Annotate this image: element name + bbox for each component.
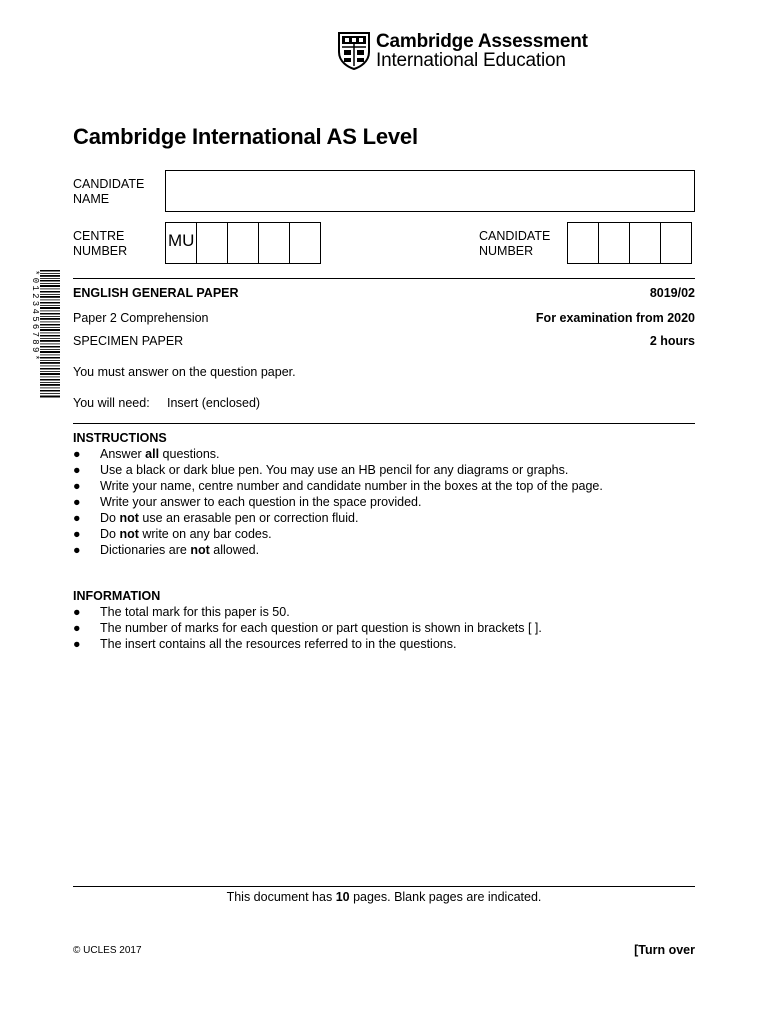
need-row: [73, 396, 695, 410]
information-list: [73, 604, 713, 652]
bullet-icon: ●: [73, 527, 81, 541]
bullet-icon: ●: [73, 447, 81, 461]
component-row: [73, 311, 695, 325]
answer-note: You must answer on the question paper.: [73, 365, 296, 379]
subject-row: [73, 286, 695, 300]
candidate-number-label: [479, 229, 550, 259]
information-section: [73, 588, 713, 652]
information-text: The total mark for this paper is 50.: [100, 605, 290, 619]
centre-number-label: [73, 229, 127, 259]
bullet-icon: ●: [73, 621, 81, 635]
bullet-icon: ●: [73, 605, 81, 619]
bullet-icon: ●: [73, 543, 81, 557]
centre-number-prefix: MU: [165, 222, 197, 264]
instruction-text-pre: Do: [100, 527, 120, 541]
candidate-name-label-line1: CANDIDATE: [73, 177, 145, 191]
instruction-text-bold: not: [190, 543, 210, 557]
instruction-text-bold: not: [119, 527, 139, 541]
candidate-number-boxes: [567, 222, 692, 264]
candidate-number-digit[interactable]: [598, 222, 630, 264]
page-count-post: pages. Blank pages are indicated.: [349, 890, 542, 904]
qualification-title: Cambridge International AS Level: [73, 124, 418, 149]
candidate-number-label-line1: CANDIDATE: [479, 229, 551, 243]
instruction-text-post: write on any bar codes.: [138, 527, 272, 541]
instruction-item: [73, 462, 713, 478]
candidate-number-label-line2: NUMBER: [479, 244, 534, 258]
instruction-text-post: allowed.: [209, 543, 260, 557]
instruction-text-pre: Write your name, centre number and candidate number in the boxes at the top of the page.: [100, 479, 603, 493]
instruction-item: [73, 478, 713, 494]
candidate-number-digit[interactable]: [567, 222, 599, 264]
information-text: The insert contains all the resources referred to in the questions.: [100, 637, 457, 651]
instruction-text-post: questions.: [159, 447, 220, 461]
instruction-item: [73, 526, 713, 542]
instruction-text-pre: Dictionaries are: [100, 543, 191, 557]
instructions-heading: INSTRUCTIONS: [73, 431, 167, 445]
instruction-text-post: use an erasable pen or correction fluid.: [138, 511, 359, 525]
information-text: The number of marks for each question or part question is shown in brackets [ ].: [100, 621, 542, 635]
candidate-name-label-line2: NAME: [73, 192, 110, 206]
barcode-number: *0123456789*: [30, 270, 40, 363]
bullet-icon: ●: [73, 463, 81, 477]
instruction-text-pre: Do: [100, 511, 120, 525]
paper-type: SPECIMEN PAPER: [73, 334, 184, 348]
information-item: [73, 620, 713, 636]
logo-line-2: International Education: [376, 50, 566, 71]
bullet-icon: ●: [73, 495, 81, 509]
centre-number-digit[interactable]: [258, 222, 290, 264]
barcode: [40, 270, 60, 398]
paper-code: 8019/02: [649, 286, 695, 300]
need-value: Insert (enclosed): [167, 396, 261, 410]
centre-number-label-line2: NUMBER: [73, 244, 128, 258]
turn-over: [Turn over: [634, 943, 695, 957]
information-item: [73, 636, 713, 652]
instruction-item: [73, 542, 713, 558]
centre-number-label-line1: CENTRE: [73, 229, 125, 243]
page-count: 10: [335, 890, 350, 904]
information-heading: INFORMATION: [73, 589, 161, 603]
candidate-name-field[interactable]: [165, 170, 695, 212]
instructions-list: [73, 446, 713, 558]
candidate-number-digit[interactable]: [629, 222, 661, 264]
instruction-item: [73, 494, 713, 510]
information-item: [73, 604, 713, 620]
type-row: [73, 334, 695, 348]
page-count-note: [73, 890, 695, 904]
instruction-text-bold: not: [119, 511, 139, 525]
bullet-icon: ●: [73, 511, 81, 525]
divider: [73, 423, 695, 424]
instruction-text-pre: Use a black or dark blue pen. You may use an HB pencil for any diagrams or graphs.: [100, 463, 569, 477]
need-label: You will need:: [73, 396, 150, 410]
candidate-name-label: [73, 177, 144, 207]
bullet-icon: ●: [73, 637, 81, 651]
instruction-item: [73, 510, 713, 526]
logo-line-1: Cambridge Assessment: [376, 31, 588, 52]
bullet-icon: ●: [73, 479, 81, 493]
candidate-number-digit[interactable]: [660, 222, 692, 264]
instruction-text-pre: Answer: [100, 447, 146, 461]
centre-number-digit[interactable]: [196, 222, 228, 264]
centre-number-digit[interactable]: [289, 222, 321, 264]
exam-from: For examination from 2020: [535, 311, 695, 325]
duration: 2 hours: [649, 334, 695, 348]
instruction-item: [73, 446, 713, 462]
subject-name: ENGLISH GENERAL PAPER: [73, 286, 239, 300]
instruction-text-bold: all: [145, 447, 160, 461]
instruction-text-pre: Write your answer to each question in the space provided.: [100, 495, 422, 509]
divider: [73, 278, 695, 279]
centre-number-boxes: [165, 222, 321, 264]
page-count-pre: This document has: [226, 890, 336, 904]
cambridge-logo: [338, 32, 598, 72]
divider: [73, 886, 695, 887]
copyright: © UCLES 2017: [73, 945, 142, 956]
instructions-section: [73, 430, 713, 558]
component-name: Paper 2 Comprehension: [73, 311, 209, 325]
centre-number-digit[interactable]: [227, 222, 259, 264]
shield-crest-icon: [338, 32, 370, 70]
